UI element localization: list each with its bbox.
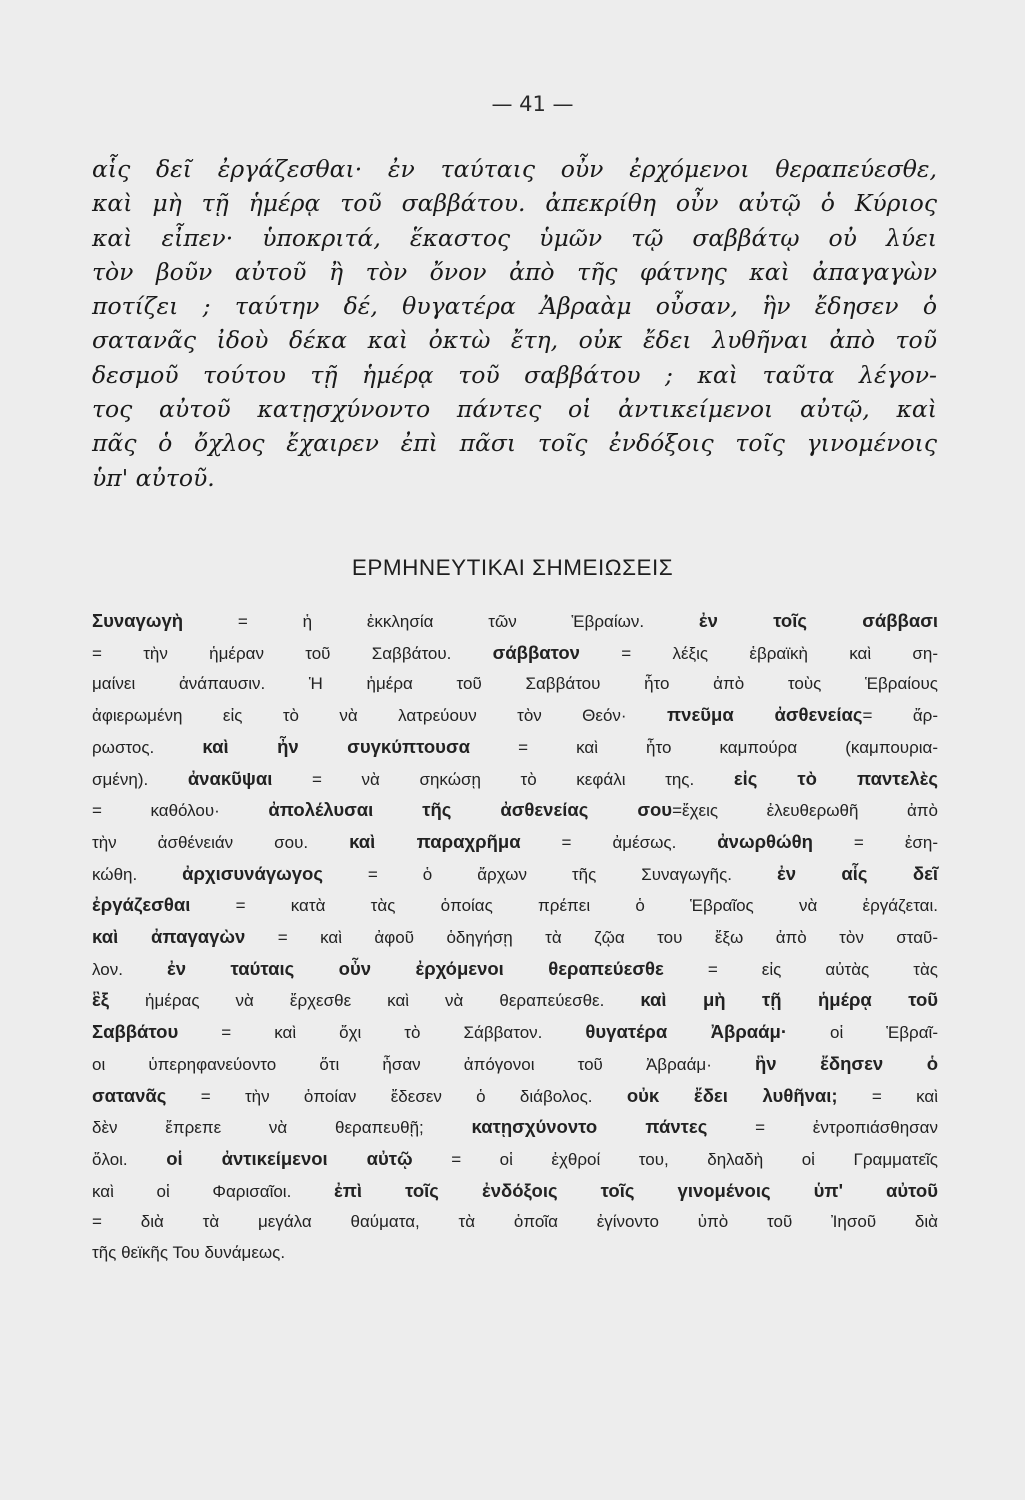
note-text: = τὴν ὁποίαν ἔδεσεν ὁ διάβολος.	[166, 1086, 627, 1106]
notes-line	[92, 922, 938, 954]
note-text: ἡμέρας νὰ ἔρχεσθε καὶ νὰ θεραπεύεσθε.	[109, 991, 641, 1011]
note-term: καὶ παραχρῆμα	[349, 830, 521, 852]
note-text: οι ὑπερηφανεύοντο ὅτι ἦσαν ἀπόγονοι τοῦ Ἀβραάμ·	[92, 1054, 755, 1074]
note-term: οἱ ἀντικείμενοι αὐτῷ	[166, 1147, 413, 1169]
note-text: καὶ οἱ Φαρισαῖοι.	[92, 1181, 334, 1201]
note-text: = εἰς αὐτὰς τὰς	[663, 959, 938, 979]
note-text: = καὶ ἀφοῦ ὁδηγήσῃ τὰ ζῷα του ἔξω ἀπὸ τὸν σταῦ-	[245, 928, 938, 948]
note-term: οὐκ ἔδει λυθῆναι;	[626, 1084, 838, 1106]
note-term: καὶ ἀπαγαγὼν	[92, 926, 246, 948]
note-term: ἀρχισυνάγωγος	[182, 862, 323, 884]
note-term: καὶ μὴ τῇ ἡμέρᾳ τοῦ	[640, 989, 939, 1011]
note-text: = νὰ σηκώσῃ τὸ κεφάλι της.	[272, 769, 734, 789]
note-text: δὲν ἔπρεπε νὰ θεραπευθῇ;	[92, 1118, 472, 1138]
notes-line	[92, 890, 938, 922]
note-text: =ἔχεις ἐλευθερωθῆ ἀπὸ	[672, 801, 938, 821]
gospel-line: αἷς δεῖ ἐργάζεσθαι· ἐν ταύταις οὖν ἐρχόμενοι θεραπεύεσθε,	[92, 155, 937, 183]
note-text: κώθη.	[92, 864, 183, 884]
note-text: τῆς θεϊκῆς Του δυνάμεως.	[92, 1243, 286, 1263]
note-term: καὶ ἦν συγκύπτουσα	[202, 735, 470, 757]
note-term: ἣν ἔδησεν ὁ	[755, 1052, 938, 1074]
notes-line	[92, 732, 938, 764]
notes-line	[92, 1017, 938, 1049]
note-term: Σαββάτου	[92, 1021, 179, 1043]
note-text: = οἱ ἐχθροί του, δηλαδὴ οἱ Γραμματεῖς	[412, 1149, 939, 1169]
notes-line	[92, 700, 938, 732]
notes-line	[92, 1176, 938, 1208]
note-text: = ἀμέσως.	[520, 832, 718, 852]
note-term: ἀπολέλυσαι τῆς ἀσθενείας σου	[268, 799, 673, 821]
note-text: = ἡ ἐκκλησία τῶν Ἑβραίων.	[183, 612, 699, 631]
note-text: = κατὰ τὰς ὁποίας πρέπει ὁ Ἑβραῖος νὰ ἐργάζεται.	[190, 896, 938, 916]
notes-line	[92, 1081, 938, 1113]
note-term: ἐν ταύταις οὖν ἐρχόμενοι θεραπεύεσθε	[166, 957, 664, 979]
note-term: ἓξ	[92, 989, 110, 1011]
note-text: ὅλοι.	[92, 1149, 167, 1169]
note-term: ἀνωρθώθη	[717, 830, 813, 852]
note-term: πνεῦμα ἀσθενείας	[667, 704, 863, 726]
note-term: ἐπὶ τοῖς ἐνδόξοις τοῖς γινομένοις ὑπ' αὐτοῦ	[333, 1179, 938, 1201]
note-text: ρωστος.	[92, 737, 203, 757]
gospel-line: πᾶς ὁ ὄχλος ἔχαιρεν ἐπὶ πᾶσι τοῖς ἐνδόξοις τοῖς γινομένοις	[92, 429, 937, 458]
notes-line	[92, 638, 938, 670]
note-term: ἐργάζεσθαι	[92, 894, 191, 916]
note-text: = ὁ ἄρχων τῆς Συναγωγῆς.	[322, 864, 777, 884]
notes-line	[92, 985, 938, 1017]
notes-line	[92, 606, 938, 638]
interpretive-notes	[92, 606, 938, 1269]
notes-line	[92, 1112, 938, 1144]
note-text: = καὶ	[837, 1086, 939, 1106]
note-term: Συναγωγὴ	[92, 610, 184, 631]
note-text: = τὴν ἡμέραν τοῦ Σαββάτου.	[92, 643, 493, 663]
note-text: τὴν ἀσθένειάν σου.	[92, 832, 350, 852]
notes-line	[92, 1144, 938, 1176]
notes-line	[92, 795, 938, 827]
note-term: θυγατέρα Ἀβραάμ·	[585, 1021, 787, 1043]
notes-line	[92, 954, 938, 986]
gospel-line: ὑπ' αὐτοῦ.	[92, 463, 215, 492]
note-term: σάββατον	[492, 641, 580, 663]
gospel-line: δεσμοῦ τούτου τῇ ἡμέρᾳ τοῦ σαββάτου ; καὶ ταῦτα λέγον-	[92, 360, 937, 389]
note-text: μαίνει ἀνάπαυσιν. Ἡ ἡμέρα τοῦ Σαββάτου ἦτο ἀπὸ τοὺς Ἑβραίους	[92, 674, 938, 694]
note-text: ἀφιερωμένη εἰς τὸ νὰ λατρεύουν τὸν Θεόν·	[92, 706, 667, 726]
note-text: σμένη).	[92, 769, 188, 789]
note-term: ἐν αἷς δεῖ	[776, 862, 939, 884]
gospel-line: καὶ εἶπεν· ὑποκριτά, ἕκαστος ὑμῶν τῷ σαββάτῳ οὐ λύει	[92, 223, 937, 252]
page-number: — 41 —	[491, 92, 574, 116]
note-term: ἐν τοῖς σάββασι	[698, 610, 938, 631]
note-term: ἀνακῦψαι	[187, 767, 273, 789]
notes-line	[92, 1049, 938, 1081]
gospel-line: τος αὐτοῦ κατῃσχύνοντο πάντες οἱ ἀντικείμενοι αὐτῷ, καὶ	[92, 395, 937, 424]
note-text: = καθόλου·	[92, 801, 269, 821]
notes-line	[92, 1238, 938, 1269]
note-term: κατῃσχύνοντο πάντες	[471, 1116, 708, 1138]
note-text: = ἐση-	[812, 832, 939, 852]
notes-line	[92, 669, 938, 700]
note-text: = καὶ ὄχι τὸ Σάββατον.	[178, 1023, 586, 1043]
notes-heading: ΕΡΜΗΝΕΥΤΙΚΑΙ ΣΗΜΕΙΩΣΕΙΣ	[351, 555, 674, 580]
note-text: λον.	[92, 959, 167, 979]
notes-line	[92, 1207, 938, 1238]
notes-line	[92, 859, 938, 891]
note-text: = ἐντροπιάσθησαν	[707, 1118, 939, 1138]
note-term: σατανᾶς	[92, 1084, 167, 1106]
gospel-line: καὶ μὴ τῇ ἡμέρᾳ τοῦ σαββάτου. ἀπεκρίθη οὖν αὐτῷ ὁ Κύριος	[92, 189, 937, 218]
notes-line	[92, 764, 938, 796]
gospel-line: ποτίζει ; ταύτην δέ, θυγατέρα Ἀβραὰμ οὖσαν, ἣν ἔδησεν ὁ	[92, 292, 937, 321]
note-text: οἱ Ἑβραῖ-	[787, 1023, 938, 1043]
note-term: εἰς τὸ παντελὲς	[733, 767, 938, 789]
gospel-text	[92, 152, 937, 495]
note-text: = ἄρ-	[862, 706, 939, 726]
note-text: = λέξις ἑβραϊκὴ καὶ ση-	[579, 643, 938, 663]
note-text: = καὶ ἦτο καμπούρα (καμπουρια-	[469, 737, 939, 757]
gospel-line: τὸν βοῦν αὐτοῦ ἢ τὸν ὄνον ἀπὸ τῆς φάτνης καὶ ἀπαγαγὼν	[92, 257, 937, 286]
gospel-line: σατανᾶς ἰδοὺ δέκα καὶ ὀκτὼ ἔτη, οὐκ ἔδει λυθῆναι ἀπὸ τοῦ	[92, 326, 937, 355]
notes-line	[92, 827, 938, 859]
note-text: = διὰ τὰ μεγάλα θαύματα, τὰ ὁποῖα ἐγίνοντο ὑπὸ τοῦ Ἰησοῦ διὰ	[92, 1212, 938, 1232]
